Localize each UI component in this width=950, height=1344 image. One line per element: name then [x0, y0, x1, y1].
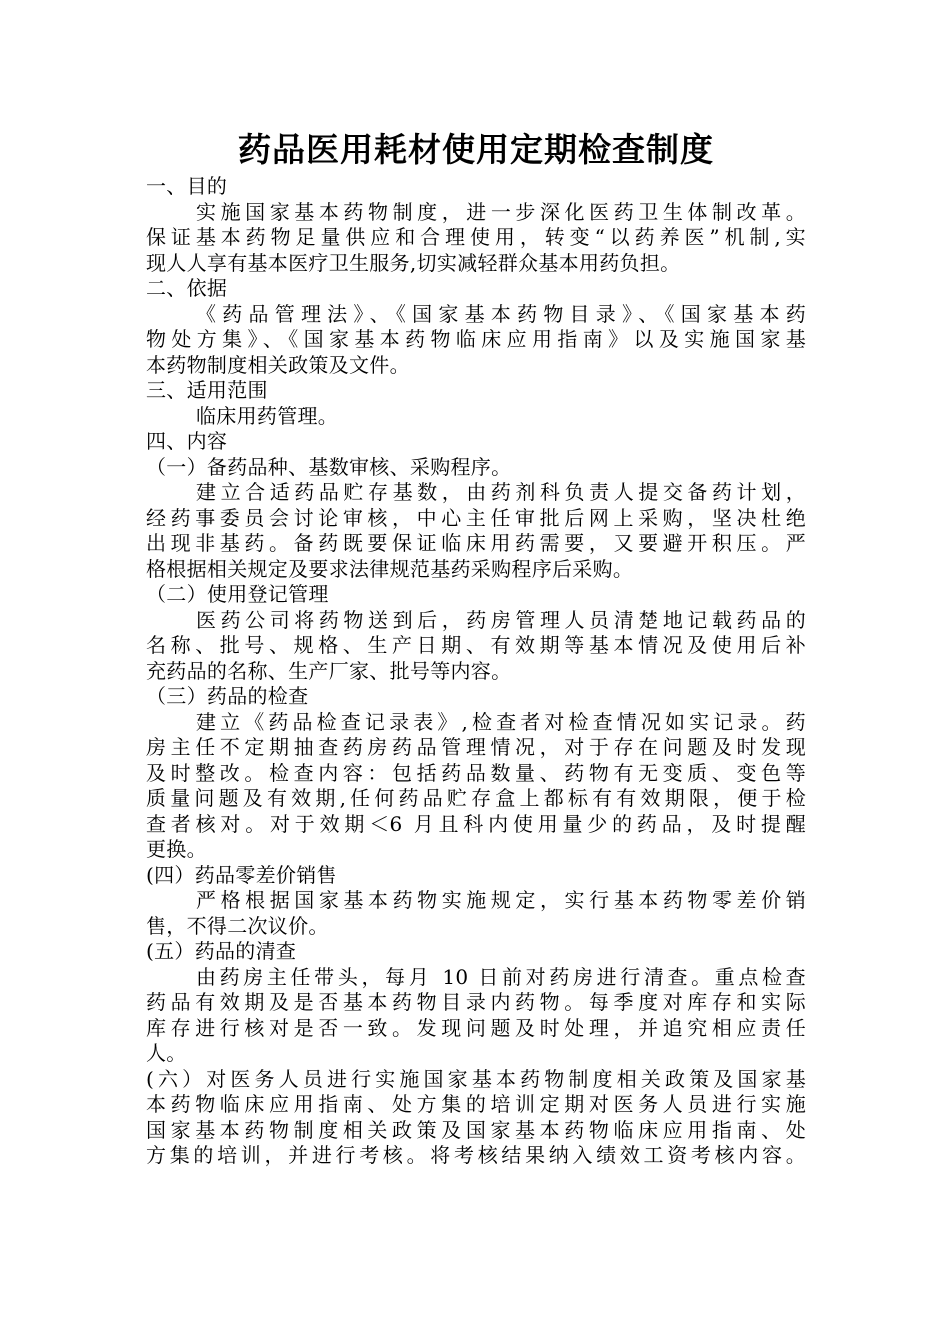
text-line: (六）对医务人员进行实施国家基本药物制度相关政策及国家基 — [146, 1066, 806, 1091]
document-body — [146, 174, 806, 1169]
document-page — [146, 128, 806, 1169]
text-line: 售，不得二次议价。 — [146, 913, 329, 938]
text-line: 四、内容 — [146, 429, 228, 453]
text-line: 人。 — [146, 1041, 187, 1065]
text-line: 充药品的名称、生产厂家、批号等内容。 — [146, 658, 512, 683]
text-line: 二、依据 — [146, 276, 228, 300]
text-line: 本药物临床应用指南、处方集的培训定期对医务人员进行实施 — [146, 1092, 806, 1116]
text-line: 库存进行核对是否一致。发现问题及时处理，并追究相应责任 — [146, 1015, 806, 1040]
text-line: 查者核对。对于效期＜6 月且科内使用量少的药品，及时提醒 — [146, 811, 806, 836]
text-line: 《药品管理法》、《国家基本药物目录》、《国家基本药 — [196, 301, 806, 326]
text-line: 临床用药管理。 — [196, 403, 339, 428]
text-line: 质量问题及有效期,任何药品贮存盒上都标有有效期限，便于检 — [146, 786, 806, 810]
text-line: （二）使用登记管理 — [146, 582, 329, 606]
text-line: 格根据相关规定及要求法律规范基药采购程序后采购。 — [146, 556, 634, 581]
text-line: 建立《药品检查记录表》,检查者对检查情况如实记录。药 — [196, 709, 806, 734]
text-line: (五）药品的清查 — [146, 939, 297, 963]
text-line: 出现非基药。备药既要保证临床用药需要，又要避开积压。严 — [146, 531, 806, 555]
document-title: 药品医用耗材使用定期检查制度 — [238, 130, 714, 169]
text-line: 更换。 — [146, 837, 207, 861]
text-line: 房主任不定期抽查药房药品管理情况，对于存在问题及时发现 — [146, 735, 806, 759]
text-line: （一）备药品种、基数审核、采购程序。 — [146, 454, 512, 479]
text-line: 国家基本药物制度相关政策及国家基本药物临床应用指南、处 — [146, 1117, 806, 1142]
text-line: （三）药品的检查 — [146, 684, 309, 708]
text-line: 现人人享有基本医疗卫生服务,切实减轻群众基本用药负担。 — [146, 250, 681, 275]
text-line: 经药事委员会讨论审核，中心主任审批后网上采购，坚决杜绝 — [146, 505, 806, 530]
text-line: 严格根据国家基本药物实施规定，实行基本药物零差价销 — [196, 888, 806, 912]
text-line: 名称、批号、规格、生产日期、有效期等基本情况及使用后补 — [146, 633, 806, 657]
text-line: 三、适用范围 — [146, 378, 268, 402]
text-line: 一、目的 — [146, 174, 228, 198]
text-line: (四）药品零差价销售 — [146, 862, 337, 887]
text-line: 物处方集》、《国家基本药物临床应用指南》以及实施国家基 — [146, 327, 806, 351]
text-line: 实施国家基本药物制度，进一步深化医药卫生体制改革。 — [196, 199, 806, 224]
text-line: 药品有效期及是否基本药物目录内药物。每季度对库存和实际 — [146, 990, 806, 1014]
text-line: 建立合适药品贮存基数，由药剂科负责人提交备药计划， — [196, 480, 806, 504]
text-line: 方集的培训，并进行考核。将考核结果纳入绩效工资考核内容。 — [146, 1143, 806, 1167]
text-line: 医药公司将药物送到后，药房管理人员清楚地记载药品的 — [196, 607, 806, 632]
text-line: 本药物制度相关政策及文件。 — [146, 352, 410, 377]
text-line: 由药房主任带头，每月 10 日前对药房进行清查。重点检查 — [196, 964, 806, 989]
text-line: 及时整改。检查内容：包括药品数量、药物有无变质、变色等 — [146, 760, 806, 785]
text-line: 保证基本药物足量供应和合理使用，转变“以药养医”机制,实 — [146, 225, 806, 249]
